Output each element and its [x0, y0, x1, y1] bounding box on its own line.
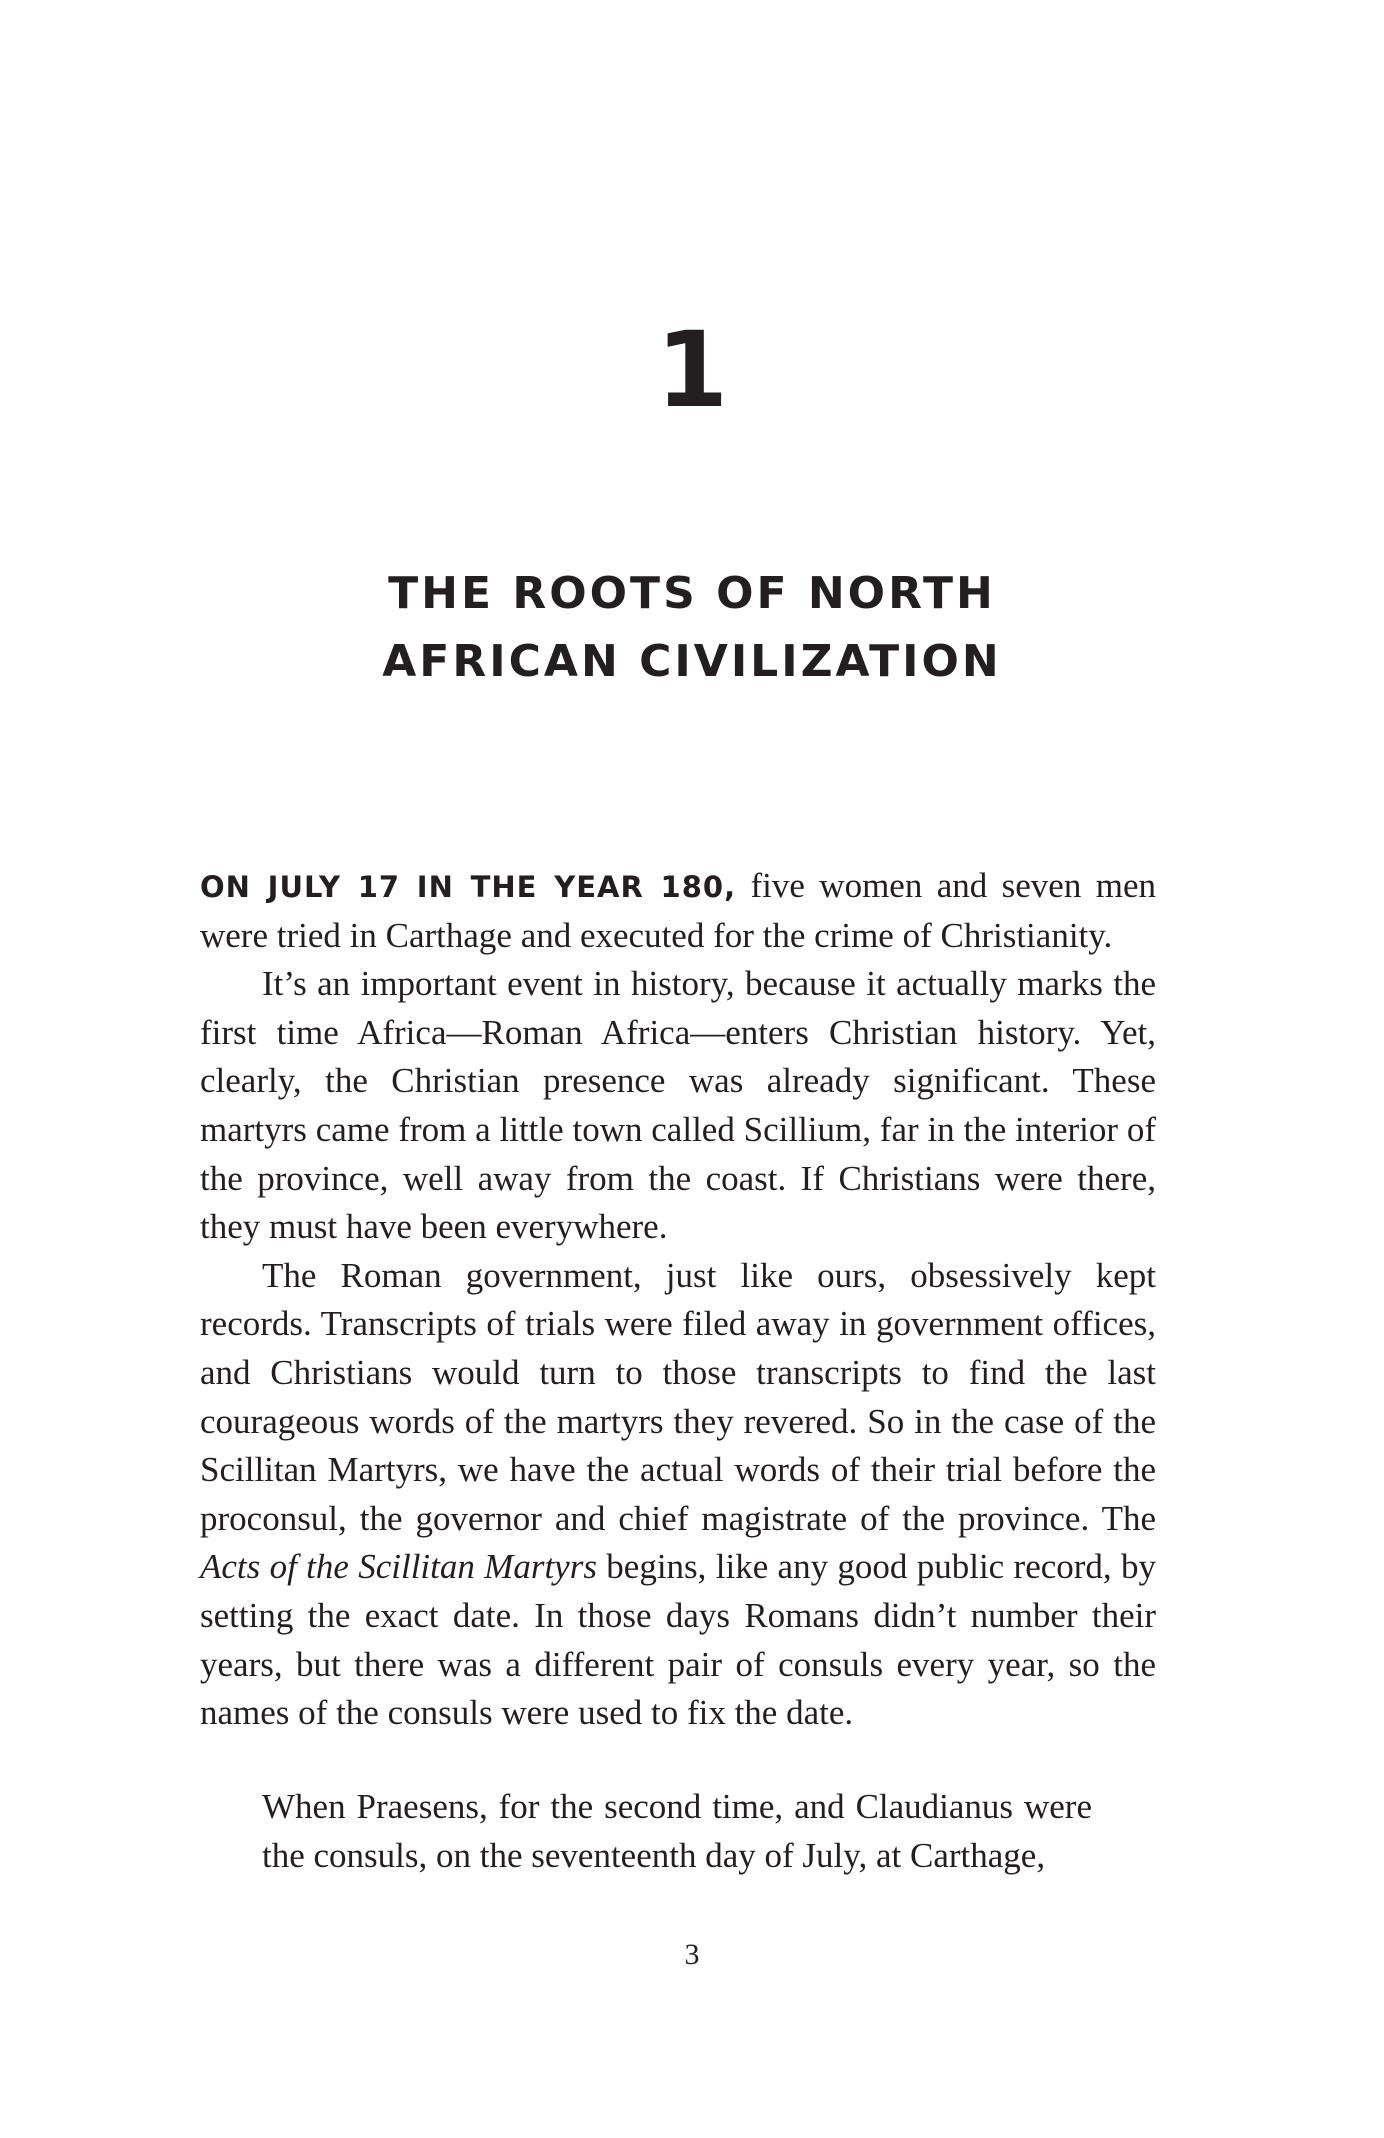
paragraph-2: It’s an important event in history, because it actually marks the first time Africa—Roman Africa—enters Christian history. Yet, clearly, the Christian presence was already significant. These martyrs came from a little town called Scillium, far in the interior of the province, well away from the coast. If Christians were there, they must have been everywhere.: [200, 964, 1156, 1247]
book-title-italic: Acts of the Scillitan Martyrs: [200, 1547, 597, 1587]
block-quote: When Praesens, for the second time, and Claudianus were the consuls, on the seventeenth day of July, at Carthage,: [262, 1787, 1092, 1875]
chapter-title: [0, 560, 1384, 696]
paragraph-1: [200, 862, 1156, 960]
body-text: [200, 862, 1156, 1738]
page-number: 3: [684, 1938, 700, 1971]
paragraph-lead-in: ON JULY 17 IN THE YEAR 180,: [200, 870, 737, 904]
chapter-number: 1: [655, 309, 729, 431]
paragraph-3: [200, 1252, 1156, 1738]
paragraph-3-text-b: begins, like any good public record, by setting the exact date. In those days Romans didn’t number their years, but there was a different pair of consuls every year, so the names of the consuls were used to fix the date.: [200, 1547, 1156, 1733]
chapter-title-line-1: THE ROOTS OF NORTH: [388, 568, 996, 619]
paragraph-1-text: five women and seven men were tried in Carthage and executed for the crime of Christianity.: [200, 866, 1157, 955]
chapter-title-line-2: AFRICAN CIVILIZATION: [382, 636, 1002, 687]
paragraph-3-text-a: The Roman government, just like ours, obsessively kept records. Transcripts of trials were filed away in government offices, and Christians would turn to those transcripts to find the last courageous words of the martyrs they revered. So in the case of the Scillitan Martyrs, we have the actual words of their trial before the proconsul, the governor and chief magistrate of the province. The: [200, 1255, 1156, 1538]
